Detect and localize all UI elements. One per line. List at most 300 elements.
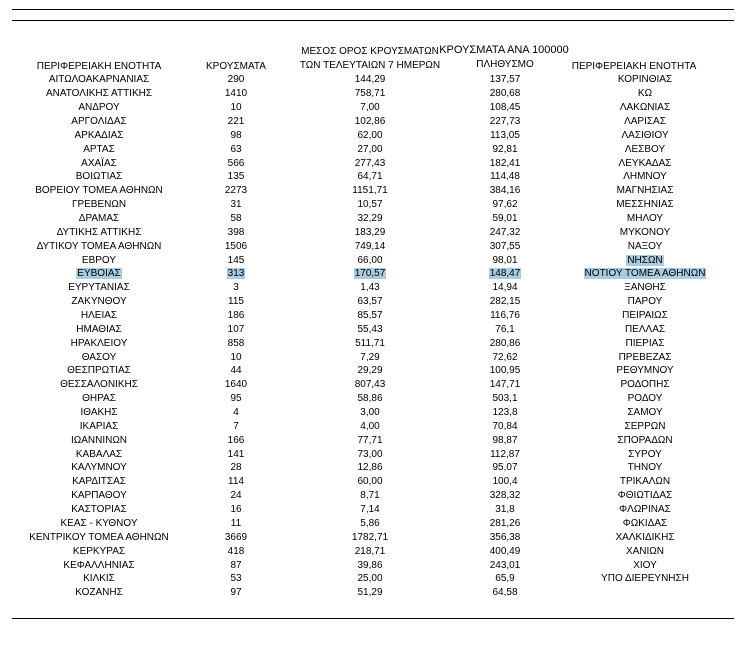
cases-cell: [182, 586, 290, 600]
avg-cell: [290, 475, 450, 489]
cases-cell-text: 107: [227, 323, 245, 335]
cases-cell-text: 7: [233, 420, 239, 432]
region-cell-text: ΗΡΑΚΛΕΙΟΥ: [70, 337, 128, 349]
avg-cell: [290, 489, 450, 503]
per100k-cell: [450, 212, 560, 226]
cases-cell: [182, 295, 290, 309]
region2-cell: [560, 475, 730, 489]
region2-cell-text: ΠΕΙΡΑΙΩΣ: [622, 310, 668, 322]
avg-cell-text: 511,71: [355, 337, 385, 349]
region-cell: [16, 447, 182, 461]
region2-cell-text: ΣΠΟΡΑΔΩΝ: [617, 434, 673, 446]
per100k-cell: [450, 475, 560, 489]
region2-cell-text: ΣΑΜΟΥ: [627, 407, 663, 419]
region2-cell: [560, 198, 730, 212]
avg-cell: [290, 530, 450, 544]
region2-cell-text: ΚΩ: [637, 88, 653, 100]
avg-cell: [290, 212, 450, 226]
region-cell: [16, 73, 182, 87]
region-cell-text: ΒΟΙΩΤΙΑΣ: [75, 171, 123, 183]
table-row: [16, 115, 730, 129]
cases-cell: [182, 419, 290, 433]
per100k-cell-text: 59,01: [492, 213, 518, 225]
per100k-cell: [450, 364, 560, 378]
region2-cell: [560, 406, 730, 420]
per100k-cell-text: 14,94: [492, 282, 518, 294]
avg-cell: [290, 156, 450, 170]
region2-cell: [560, 253, 730, 267]
avg-cell: [290, 322, 450, 336]
avg-cell: [290, 447, 450, 461]
table-row: [16, 461, 730, 475]
per100k-cell: [450, 572, 560, 586]
cases-cell-text: 28: [230, 462, 242, 474]
region2-cell-text: ΡΟΔΟΠΗΣ: [620, 379, 670, 391]
per100k-cell-text: 72,62: [492, 351, 518, 363]
avg-cell: [290, 350, 450, 364]
avg-cell-text: 32,29: [357, 213, 383, 225]
avg-cell-text: 7,00: [360, 102, 380, 114]
region2-cell: [560, 517, 730, 531]
per100k-cell-text: 100,4: [492, 476, 518, 488]
avg-cell: [290, 572, 450, 586]
top-rule: [12, 9, 734, 10]
avg-cell-text: 39,86: [357, 559, 383, 571]
cases-cell: [182, 184, 290, 198]
region2-cell: [560, 142, 730, 156]
per100k-cell-text: 100,95: [489, 365, 521, 377]
avg-cell-text: 1151,71: [352, 185, 388, 197]
cases-cell: [182, 392, 290, 406]
per100k-cell-text: 282,15: [489, 296, 521, 308]
region-cell-text: ΚΟΖΑΝΗΣ: [75, 587, 123, 599]
table-row: [16, 392, 730, 406]
cases-cell: [182, 267, 290, 281]
per100k-cell: [450, 586, 560, 600]
region2-cell: [560, 225, 730, 239]
region-cell-text: ΗΛΕΙΑΣ: [80, 310, 118, 322]
region-cell-text: ΗΜΑΘΙΑΣ: [76, 323, 122, 335]
region-cell-text: ΕΒΡΟΥ: [81, 254, 117, 266]
region-cell: [16, 87, 182, 101]
per100k-cell: [450, 128, 560, 142]
region2-cell-text: ΡΕΘΥΜΝΟΥ: [616, 365, 674, 377]
table-row: [16, 586, 730, 600]
region-cell-text: ΑΝΑΤΟΛΙΚΗΣ ΑΤΤΙΚΗΣ: [45, 88, 153, 100]
cases-cell-text: 63: [230, 143, 242, 155]
cases-cell-text: 10: [230, 351, 242, 363]
region2-cell: [560, 128, 730, 142]
avg-cell-text: 25,00: [357, 573, 383, 585]
cases-cell-text: 44: [230, 365, 242, 377]
region2-cell-text: ΝΟΤΙΟΥ ΤΟΜΕΑ ΑΘΗΝΩΝ: [584, 268, 706, 280]
region2-cell: [560, 281, 730, 295]
per100k-cell: [450, 87, 560, 101]
per100k-cell: [450, 184, 560, 198]
per100k-cell: [450, 503, 560, 517]
avg-cell-text: 66,00: [357, 254, 383, 266]
region-cell-text: ΔΥΤΙΚΟΥ ΤΟΜΕΑ ΑΘΗΝΩΝ: [36, 240, 162, 252]
region2-cell: [560, 572, 730, 586]
region2-cell-text: ΦΛΩΡΙΝΑΣ: [619, 504, 671, 516]
region-cell: [16, 572, 182, 586]
table-row: [16, 530, 730, 544]
region-cell-text: ΚΕΑΣ - ΚΥΘΝΟΥ: [60, 517, 138, 529]
avg-cell-text: 58,86: [357, 393, 383, 405]
region2-cell: [560, 239, 730, 253]
avg-cell: [290, 115, 450, 129]
per100k-cell-text: 113,05: [490, 129, 520, 141]
cases-cell-text: 4: [233, 407, 239, 419]
cases-cell: [182, 128, 290, 142]
table-row: [16, 322, 730, 336]
avg-cell-text: 55,43: [357, 323, 383, 335]
per100k-cell: [450, 544, 560, 558]
region2-cell-text: ΚΟΡΙΝΘΙΑΣ: [617, 74, 673, 86]
region-cell: [16, 433, 182, 447]
per100k-cell: [450, 558, 560, 572]
cases-cell: [182, 489, 290, 503]
cases-cell-text: 1410: [224, 88, 248, 100]
region-cell-text: ΚΕΝΤΡΙΚΟΥ ΤΟΜΕΑ ΑΘΗΝΩΝ: [29, 531, 169, 543]
table-row: [16, 336, 730, 350]
region-cell-text: ΙΘΑΚΗΣ: [80, 407, 118, 419]
region-cell: [16, 101, 182, 115]
per100k-cell-text: 182,41: [489, 157, 521, 169]
region2-cell-text: ΤΗΝΟΥ: [627, 462, 663, 474]
table-row: [16, 489, 730, 503]
cases-cell-text: 145: [227, 254, 245, 266]
region-cell-text: ΚΑΣΤΟΡΙΑΣ: [71, 504, 127, 516]
cases-cell-text: 398: [227, 226, 245, 238]
region2-cell: [560, 156, 730, 170]
cases-cell: [182, 433, 290, 447]
header-region2: ΠΕΡΙΦΕΡΕΙΑΚΗ ΕΝΟΤΗΤΑ: [571, 61, 697, 72]
cases-cell-text: 24: [230, 490, 242, 502]
cases-cell: [182, 544, 290, 558]
per100k-cell-text: 112,87: [490, 448, 520, 460]
table-row: [16, 503, 730, 517]
per100k-cell-text: 227,73: [489, 116, 521, 127]
table-row: [16, 225, 730, 239]
table-row: [16, 87, 730, 101]
per100k-cell-text: 76,1: [495, 323, 515, 335]
region-cell-text: ΕΥΡΥΤΑΝΙΑΣ: [68, 282, 130, 294]
top-rule-secondary: [12, 20, 734, 21]
region2-cell: [560, 378, 730, 392]
region-cell-text: ΑΙΤΩΛΟΑΚΑΡΝΑΝΙΑΣ: [48, 74, 150, 86]
region2-cell-text: ΧΑΝΙΩΝ: [625, 545, 665, 557]
per100k-cell-text: 400,49: [489, 545, 521, 557]
cases-cell-text: 3: [233, 282, 239, 294]
avg-cell: [290, 184, 450, 198]
region-cell-text: ΚΕΡΚΥΡΑΣ: [72, 545, 126, 557]
region-cell: [16, 530, 182, 544]
cases-cell: [182, 170, 290, 184]
avg-cell-text: 5,86: [360, 517, 380, 529]
avg-cell: [290, 392, 450, 406]
region2-cell: [560, 115, 730, 129]
region2-cell: [560, 295, 730, 309]
per100k-cell: [450, 281, 560, 295]
avg-cell-text: 51,29: [357, 587, 383, 599]
avg-cell-text: 807,43: [354, 379, 386, 391]
cases-cell-text: 98: [230, 129, 242, 141]
avg-cell: [290, 364, 450, 378]
avg-cell-text: 8,71: [360, 490, 380, 502]
region2-cell: [560, 336, 730, 350]
region2-cell-text: ΧΑΛΚΙΔΙΚΗΣ: [615, 531, 675, 543]
cases-cell-text: 135: [227, 171, 245, 183]
region-cell: [16, 239, 182, 253]
region2-cell: [560, 350, 730, 364]
avg-cell: [290, 406, 450, 420]
per100k-cell: [450, 378, 560, 392]
cases-cell: [182, 475, 290, 489]
per100k-cell: [450, 170, 560, 184]
avg-cell: [290, 544, 450, 558]
table-row: [16, 544, 730, 558]
per100k-cell-text: 95,07: [492, 462, 518, 474]
region2-cell-text: ΣΕΡΡΩΝ: [624, 420, 666, 432]
cases-cell-text: 166: [227, 434, 245, 446]
region-cell-text: ΙΩΑΝΝΙΝΩΝ: [70, 434, 128, 446]
table-row: [16, 239, 730, 253]
per100k-cell: [450, 392, 560, 406]
region-cell-text: ΓΡΕΒΕΝΩΝ: [71, 199, 127, 211]
cases-cell: [182, 115, 290, 129]
avg-cell: [290, 336, 450, 350]
table-row: [16, 517, 730, 531]
region-cell-text: ΔΡΑΜΑΣ: [78, 213, 120, 225]
per100k-cell-text: 31,8: [495, 504, 515, 516]
cases-cell-text: 31: [230, 199, 242, 211]
avg-cell-text: 10,57: [357, 199, 383, 211]
cases-cell: [182, 212, 290, 226]
table-row: [16, 406, 730, 420]
region-cell: [16, 225, 182, 239]
per100k-cell-text: 281,26: [489, 517, 521, 529]
cases-cell-text: 97: [230, 587, 242, 599]
region2-cell-text: ΛΑΣΙΘΙΟΥ: [621, 129, 669, 141]
per100k-cell-text: 97,62: [492, 199, 518, 211]
region-cell: [16, 461, 182, 475]
region2-cell: [560, 101, 730, 115]
cases-cell-text: 3669: [224, 531, 248, 543]
cases-cell-text: 10: [230, 102, 242, 114]
per100k-cell: [450, 73, 560, 87]
region2-cell-text: ΜΗΛΟΥ: [626, 213, 664, 225]
avg-cell-text: 12,86: [357, 462, 383, 474]
per100k-cell-text: 65,9: [495, 573, 515, 585]
table-row: [16, 281, 730, 295]
region-cell: [16, 475, 182, 489]
per100k-cell-text: 148,47: [489, 268, 521, 280]
cases-cell-text: 53: [230, 573, 242, 585]
avg-cell-text: 3,00: [360, 407, 380, 419]
region-cell: [16, 170, 182, 184]
table-row: [16, 419, 730, 433]
region-cell-text: ΘΕΣΣΑΛΟΝΙΚΗΣ: [60, 379, 138, 391]
region-cell: [16, 198, 182, 212]
per100k-cell: [450, 350, 560, 364]
region-cell-text: ΑΡΓΟΛΙΔΑΣ: [71, 116, 127, 127]
avg-cell: [290, 142, 450, 156]
avg-cell: [290, 198, 450, 212]
header-avg-line1: ΜΕΣΟΣ ΟΡΟΣ ΚΡΟΥΣΜΑΤΩΝ: [301, 46, 439, 57]
region-cell-text: ΘΗΡΑΣ: [82, 393, 116, 405]
region-cell: [16, 503, 182, 517]
table-row: [16, 309, 730, 323]
region-cell: [16, 350, 182, 364]
per100k-cell-text: 70,84: [492, 420, 518, 432]
per100k-cell-text: 503,1: [492, 393, 518, 405]
cases-cell-text: 11: [230, 517, 242, 529]
cases-cell: [182, 322, 290, 336]
region-cell-text: ΕΥΒΟΙΑΣ: [77, 268, 121, 280]
table-row: [16, 267, 730, 281]
region-cell: [16, 281, 182, 295]
region2-cell: [560, 184, 730, 198]
region2-cell: [560, 73, 730, 87]
per100k-cell-text: 92,81: [492, 143, 518, 155]
region-cell-text: ΑΧΑΪΑΣ: [81, 157, 117, 169]
per100k-cell: [450, 295, 560, 309]
avg-cell: [290, 309, 450, 323]
avg-cell-text: 64,71: [357, 171, 383, 183]
region-cell: [16, 212, 182, 226]
cases-cell-text: 87: [230, 559, 242, 571]
region-cell: [16, 406, 182, 420]
table-row: [16, 447, 730, 461]
cases-cell-text: 114: [228, 476, 244, 488]
table-row: [16, 295, 730, 309]
region2-cell: [560, 544, 730, 558]
region2-cell: [560, 87, 730, 101]
region-cell: [16, 336, 182, 350]
region-cell-text: ΔΥΤΙΚΗΣ ΑΤΤΙΚΗΣ: [56, 226, 142, 238]
region-cell: [16, 156, 182, 170]
avg-cell-text: 183,29: [354, 226, 386, 238]
bottom-rule: [12, 618, 734, 619]
per100k-cell: [450, 517, 560, 531]
cases-cell: [182, 156, 290, 170]
region2-cell: [560, 503, 730, 517]
avg-cell-text: 102,86: [354, 116, 386, 127]
header-cases: ΚΡΟΥΣΜΑΤΑ: [206, 61, 266, 72]
cases-cell-text: 2273: [224, 185, 248, 197]
table-row: [16, 184, 730, 198]
avg-cell-text: 7,29: [360, 351, 380, 363]
region2-cell: [560, 530, 730, 544]
region2-cell: [560, 322, 730, 336]
per100k-cell: [450, 336, 560, 350]
per100k-cell: [450, 461, 560, 475]
region-cell: [16, 378, 182, 392]
cases-cell: [182, 142, 290, 156]
avg-cell: [290, 101, 450, 115]
per100k-cell: [450, 225, 560, 239]
avg-cell-text: 4,00: [360, 420, 380, 432]
per100k-cell: [450, 489, 560, 503]
region2-cell: [560, 586, 730, 600]
region2-cell: [560, 212, 730, 226]
header-avg-line2: ΤΩΝ ΤΕΛΕΥΤΑΙΩΝ 7 ΗΜΕΡΩΝ: [299, 60, 441, 71]
per100k-cell: [450, 115, 560, 129]
region-cell: [16, 253, 182, 267]
per100k-cell: [450, 530, 560, 544]
avg-cell: [290, 461, 450, 475]
cases-table-body: [16, 73, 730, 600]
per100k-cell: [450, 198, 560, 212]
cases-cell: [182, 225, 290, 239]
table-row: [16, 475, 730, 489]
per100k-cell: [450, 447, 560, 461]
region2-cell: [560, 170, 730, 184]
cases-cell-text: 58: [230, 213, 242, 225]
region-cell-text: ΚΑΡΠΑΘΟΥ: [71, 490, 127, 502]
per100k-cell: [450, 239, 560, 253]
cases-cell-text: 141: [227, 448, 245, 460]
avg-cell-text: 73,00: [357, 448, 383, 460]
avg-cell-text: 1782,71: [351, 531, 389, 543]
region2-cell-text: ΛΕΥΚΑΔΑΣ: [618, 157, 672, 169]
cases-cell: [182, 198, 290, 212]
table-row: [16, 198, 730, 212]
avg-cell-text: 62,00: [357, 129, 383, 141]
table-row: [16, 350, 730, 364]
table-row: [16, 142, 730, 156]
avg-cell: [290, 433, 450, 447]
per100k-cell-text: 243,01: [489, 559, 521, 571]
avg-cell-text: 63,57: [357, 296, 383, 308]
per100k-cell-text: 247,32: [489, 226, 521, 238]
per100k-cell-text: 123,8: [492, 407, 518, 419]
avg-cell-text: 218,71: [354, 545, 386, 557]
cases-cell: [182, 461, 290, 475]
region2-cell-text: ΤΡΙΚΑΛΩΝ: [619, 476, 671, 488]
region-cell: [16, 128, 182, 142]
header-per100k-line1: ΚΡΟΥΣΜΑΤΑ ΑΝΑ 100000: [439, 44, 569, 56]
region2-cell-text: ΛΑΚΩΝΙΑΣ: [619, 102, 671, 114]
region2-cell-text: ΠΕΛΛΑΣ: [624, 323, 666, 335]
region-cell-text: ΚΕΦΑΛΛΗΝΙΑΣ: [63, 559, 135, 571]
avg-cell: [290, 170, 450, 184]
region2-cell-text: ΣΥΡΟΥ: [628, 448, 662, 460]
per100k-cell-text: 147,71: [489, 379, 521, 391]
region-cell-text: ΙΚΑΡΙΑΣ: [79, 420, 119, 432]
region-cell-text: ΒΟΡΕΙΟΥ ΤΟΜΕΑ ΑΘΗΝΩΝ: [35, 185, 163, 197]
cases-cell: [182, 558, 290, 572]
per100k-cell-text: 114,48: [490, 171, 520, 183]
region2-cell: [560, 309, 730, 323]
avg-cell-text: 27,00: [357, 143, 383, 155]
per100k-cell: [450, 433, 560, 447]
region2-cell-text: ΛΑΡΙΣΑΣ: [624, 116, 666, 127]
avg-cell: [290, 517, 450, 531]
cases-cell-text: 1640: [224, 379, 248, 391]
avg-cell: [290, 503, 450, 517]
cases-cell-text: 418: [227, 545, 245, 557]
table-row: [16, 433, 730, 447]
region-cell: [16, 267, 182, 281]
cases-cell-text: 16: [230, 504, 242, 516]
region-cell-text: ΑΝΔΡΟΥ: [78, 102, 120, 114]
region-cell: [16, 586, 182, 600]
cases-cell: [182, 517, 290, 531]
region2-cell-text: ΥΠΟ ΔΙΕΡΕΥΝΗΣΗ: [601, 573, 689, 585]
region2-cell-text: ΜΕΣΣΗΝΙΑΣ: [616, 199, 674, 211]
